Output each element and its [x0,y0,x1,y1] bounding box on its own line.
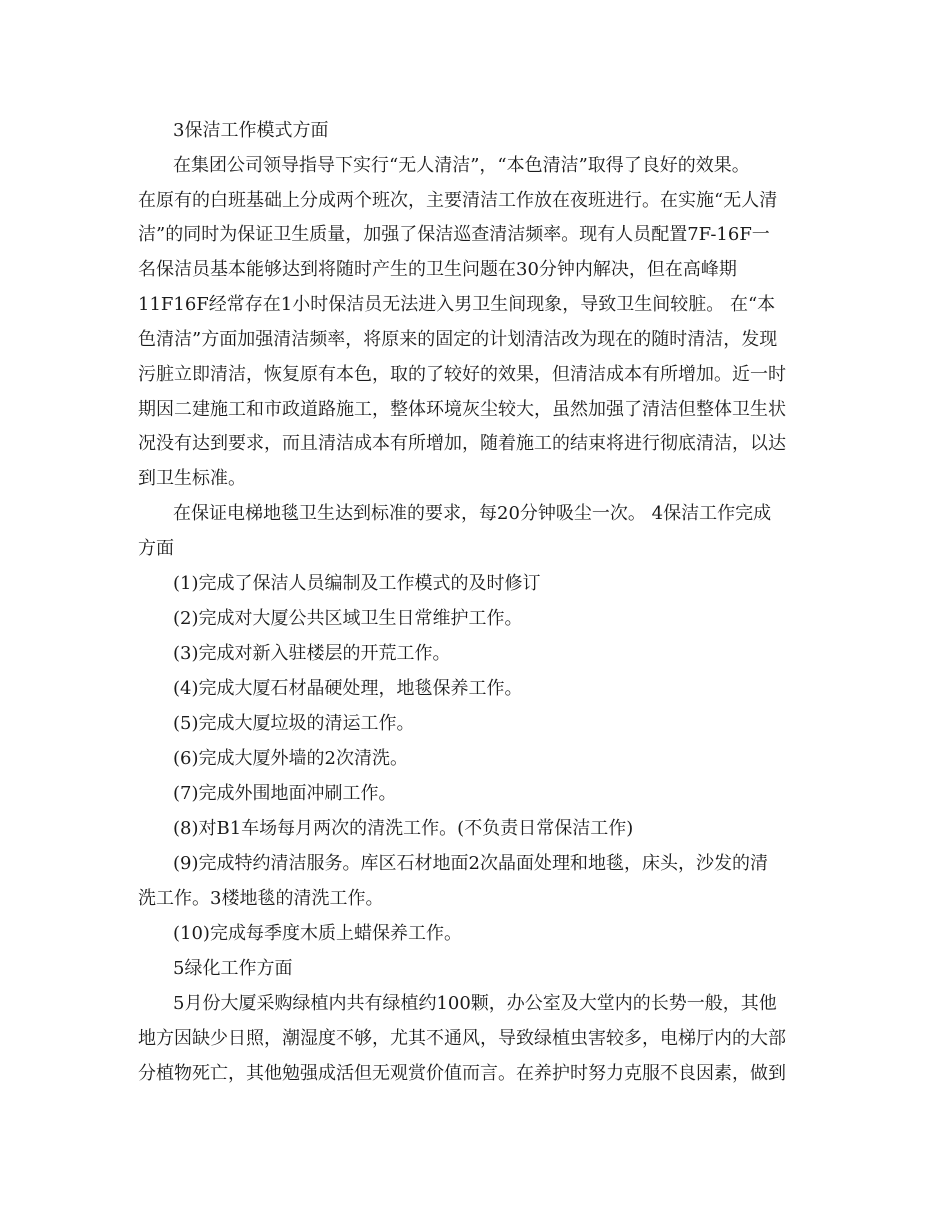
list-item: (5)完成大厦垃圾的清运工作。 [173,713,415,734]
paragraph-line: 名保洁员基本能够达到将随时产生的卫生问题在30分钟内解决，但在高峰期 [138,259,737,280]
paragraph-line: 方面 [138,538,174,559]
list-item: (3)完成对新入驻楼层的开荒工作。 [173,643,451,664]
list-item: (4)完成大厦石材晶硬处理，地毯保养工作。 [173,678,523,699]
paragraph-line: 11F16F经常存在1小时保洁员无法进入男卫生间现象，导致卫生间较脏。 在“本 [138,294,776,315]
section-heading-cleaning-mode: 3保洁工作模式方面 [173,120,329,141]
list-item: (7)完成外围地面冲刷工作。 [173,783,397,804]
paragraph-line: 况没有达到要求，而且清洁成本有所增加，随着施工的结束将进行彻底清洁，以达 [138,433,786,454]
list-item: (8)对B1车场每月两次的清洗工作。(不负责日常保洁工作) [173,818,634,839]
list-item: (1)完成了保洁人员编制及工作模式的及时修订 [173,573,541,594]
paragraph-line: 地方因缺少日照，潮湿度不够，尤其不通风，导致绿植虫害较多，电梯厅内的大部 [138,1028,786,1049]
paragraph-line: 色清洁”方面加强清洁频率，将原来的固定的计划清洁改为现在的随时清洁，发现 [138,329,778,350]
list-item-continuation: 洗工作。3楼地毯的清洗工作。 [138,888,384,909]
section-heading-greening: 5绿化工作方面 [173,958,293,979]
paragraph-line: 在保证电梯地毯卫生达到标准的要求，每20分钟吸尘一次。 4保洁工作完成 [173,503,772,524]
paragraph-line: 5月份大厦采购绿植内共有绿植约100颗，办公室及大堂内的长势一般，其他 [173,993,777,1014]
list-item: (9)完成特约清洁服务。库区石材地面2次晶面处理和地毯，床头，沙发的清 [173,853,768,874]
paragraph-line: 污脏立即清洁，恢复原有本色，取的了较好的效果，但清洁成本有所增加。近一时 [138,364,786,385]
paragraph-line: 到卫生标准。 [138,468,246,489]
list-item: (2)完成对大厦公共区域卫生日常维护工作。 [173,608,523,629]
paragraph-line: 在集团公司领导指导下实行“无人清洁”，“本色清洁”取得了良好的效果。 [173,155,750,176]
paragraph-line: 在原有的白班基础上分成两个班次，主要清洁工作放在夜班进行。在实施“无人清 [138,190,778,211]
paragraph-line: 期因二建施工和市政道路施工，整体环境灰尘较大，虽然加强了清洁但整体卫生状 [138,399,786,420]
list-item: (6)完成大厦外墙的2次清洗。 [173,748,408,769]
paragraph-line: 洁”的同时为保证卫生质量，加强了保洁巡查清洁频率。现有人员配置7F-16F一 [138,224,770,245]
list-item: (10)完成每季度木质上蜡保养工作。 [173,923,462,944]
paragraph-line: 分植物死亡，其他勉强成活但无观赏价值而言。在养护时努力克服不良因素，做到 [138,1063,786,1084]
